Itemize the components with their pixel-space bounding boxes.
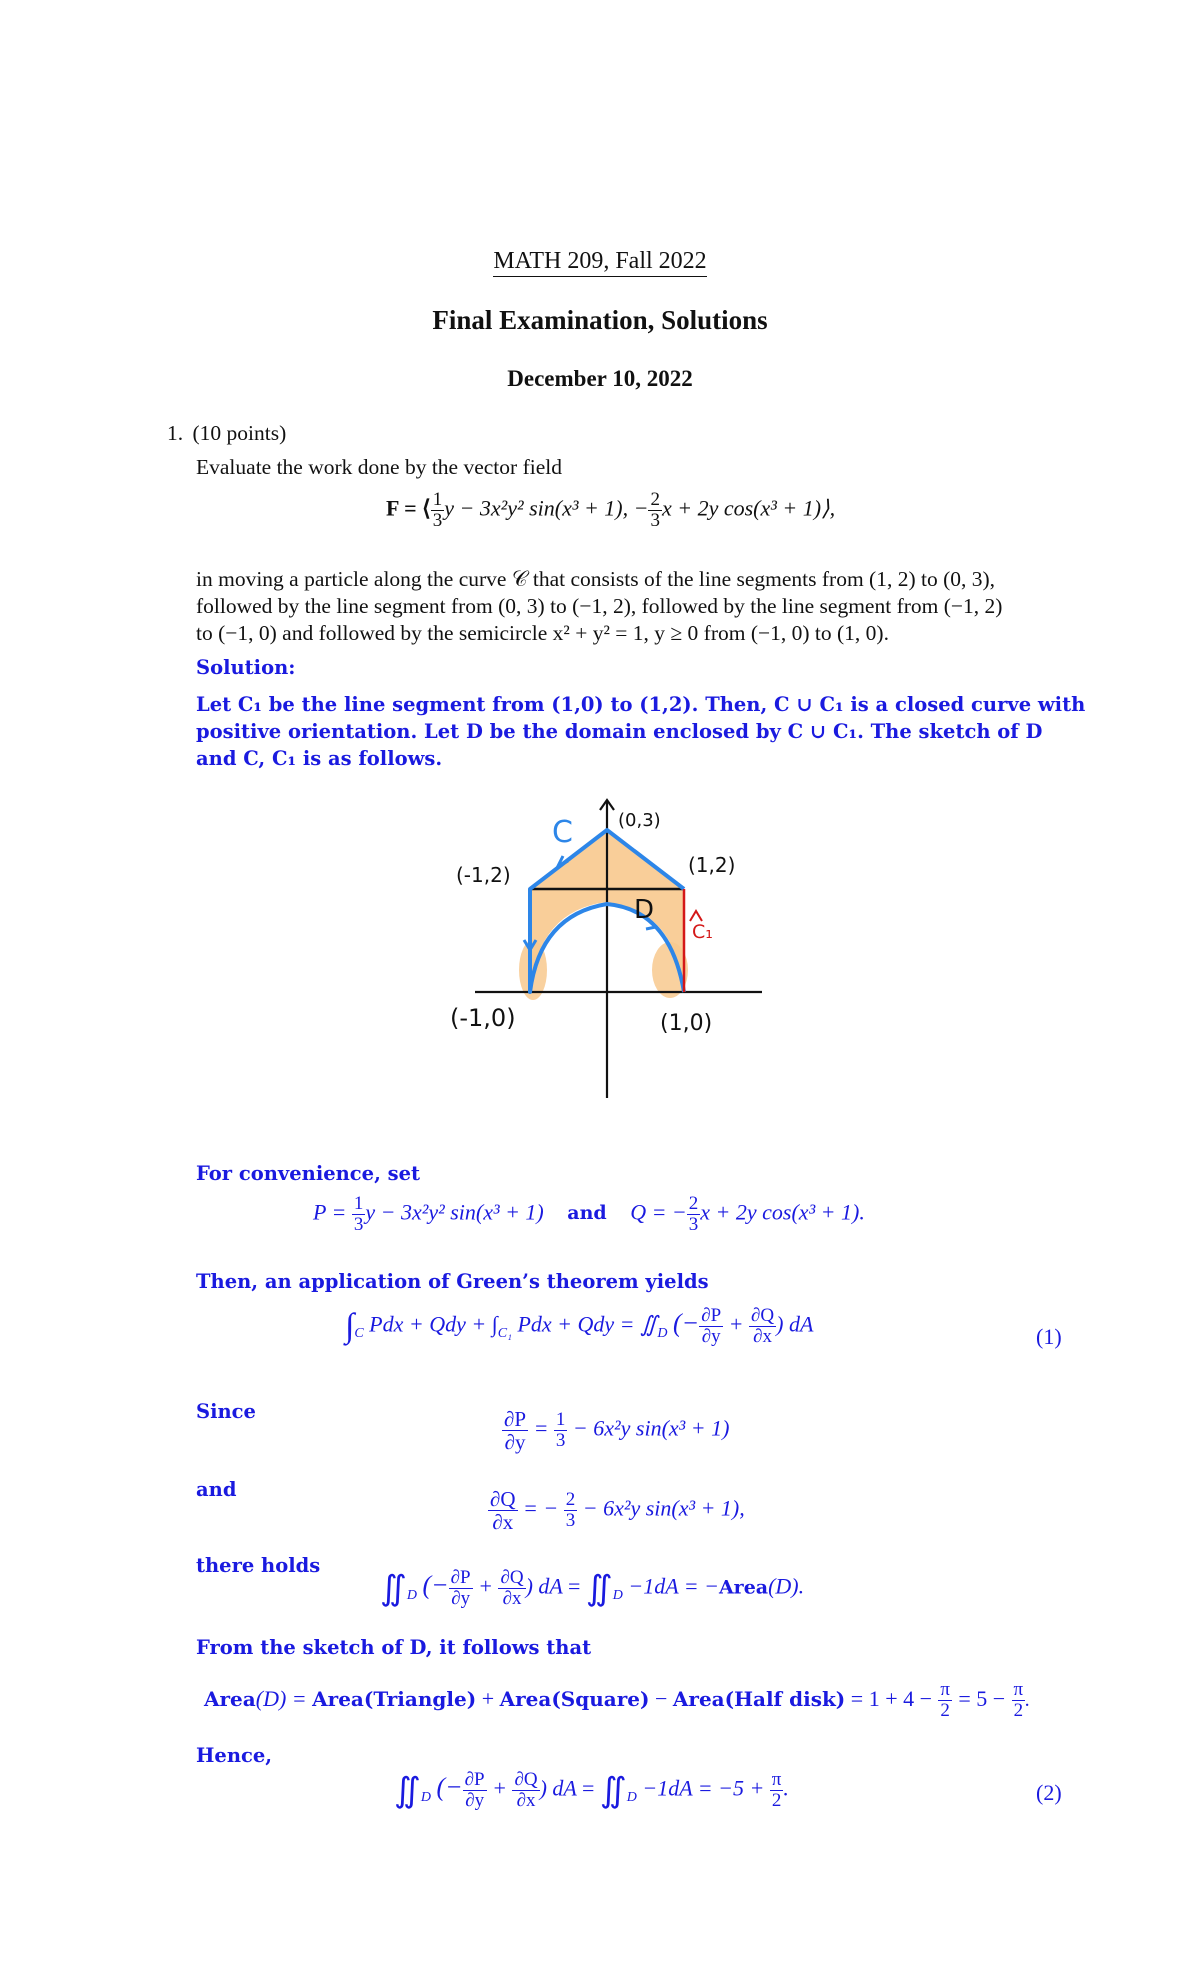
course-header — [0, 248, 1200, 275]
equation-2: $∬_D$ (− $\frac{\partial P}{\partial y}$ + $\frac{\partial Q}{\partial x}$ ) dA = $∬_D -1dA = -5$ + $\frac{\pi}{2}$ . — [394, 1769, 789, 1811]
area-eq2: = 5 − — [958, 1685, 1006, 1711]
dq-den: ∂x — [492, 1510, 514, 1535]
solution-line-2: positive orientation. Let D be the domain enclosed by C ∪ C₁. The sketch of D — [196, 720, 1043, 743]
eq1-plus: + — [728, 1311, 744, 1337]
field-frac-1 — [431, 490, 445, 531]
field-frac-1-den: 3 — [432, 509, 443, 531]
label-left-top: (-1,2) — [456, 863, 511, 887]
field-frac-2-den: 3 — [650, 509, 660, 531]
convenience-text: For convenience, set — [196, 1162, 421, 1185]
holds-plus: + — [478, 1573, 493, 1599]
equation-number-1: (1) — [1036, 1324, 1062, 1349]
dp-den: ∂y — [504, 1430, 526, 1455]
label-right-top: (1,2) — [688, 853, 736, 877]
area-two-2: 2 — [1013, 1699, 1024, 1721]
eq1-dy: ∂y — [701, 1325, 721, 1347]
field-frac-2-num: 2 — [650, 489, 660, 510]
eq2-pi-frac — [770, 1770, 784, 1811]
eq1-dp: ∂P — [701, 1305, 722, 1326]
holds-area: Area — [718, 1576, 769, 1599]
since-text: Since — [196, 1400, 256, 1423]
field-p-rest: y − 3x²y² sin(x³ + 1), − — [444, 495, 649, 521]
pq-definition — [313, 1194, 865, 1235]
eq2-sub: D — [420, 1789, 431, 1805]
holds-dx: ∂x — [502, 1587, 522, 1609]
holds-tail: ) dA — [525, 1573, 563, 1599]
eq1-frac-q — [749, 1306, 776, 1347]
dp-const-frac — [554, 1410, 568, 1451]
q-frac-num: 2 — [688, 1193, 699, 1214]
eq2-tail: ) dA — [539, 1775, 577, 1801]
eq2-period: . — [783, 1775, 789, 1801]
dq-rest: − 6x²y sin(x³ + 1), — [582, 1495, 745, 1521]
holds-dp: ∂P — [450, 1567, 471, 1588]
problem-description-2: followed by the line segment from (0, 3) to (−1, 2), followed by the line segment from (−1, 2) — [196, 594, 1003, 618]
and-word: and — [567, 1202, 607, 1225]
area-two-1: 2 — [940, 1699, 950, 1721]
eq2-paren-open: (− — [436, 1772, 463, 1802]
area-period: . — [1025, 1688, 1031, 1711]
eq1-sub-c1: C₁ — [497, 1325, 512, 1341]
partial-q-equation — [488, 1488, 745, 1533]
problem-intro: Evaluate the work done by the vector field — [196, 455, 562, 479]
eq1-frac-p — [699, 1306, 723, 1347]
area-pi-1: π — [940, 1679, 950, 1700]
q-frac-den: 3 — [688, 1213, 699, 1235]
eq2-frac-q — [512, 1770, 539, 1811]
area-square: Area(Square) — [499, 1686, 650, 1711]
eq2-int-2: ∬ — [599, 1772, 627, 1810]
label-d: D — [634, 895, 655, 925]
eq1-mid: Pdx + Qdy + ∫ — [369, 1311, 498, 1337]
eq2-int: ∬ — [394, 1772, 421, 1810]
greens-text: Then, an application of Green’s theorem yields — [196, 1270, 709, 1293]
eq2-dp: ∂P — [464, 1769, 485, 1790]
problem-description-1: in moving a particle along the curve 𝒞 that consists of the line segments from (1, 2) to (0, 3), — [196, 567, 996, 591]
c1-arrow — [690, 911, 702, 921]
eq2-two: 2 — [771, 1789, 782, 1811]
eq2-plus: + — [492, 1775, 507, 1801]
solution-line-1: Let C₁ be the line segment from (1,0) to (1,2). Then, C ∪ C₁ is a closed curve with — [196, 693, 1086, 716]
dp-num: ∂P — [504, 1407, 527, 1431]
label-c1: C₁ — [692, 921, 713, 943]
label-c: C — [552, 815, 573, 850]
area-half-disk: Area(Half disk) — [672, 1686, 846, 1711]
eq1-mid2: Pdx + Qdy = ∬ — [517, 1311, 658, 1337]
double-integral-equation: $∬_D$ (− $\frac{\partial P}{\partial y}$ + $\frac{\partial Q}{\partial x}$ ) dA = $∬_D -1dA$ = −Area(D). — [380, 1567, 805, 1609]
dp-const-num: 1 — [555, 1409, 566, 1431]
p-frac-num: 1 — [353, 1193, 364, 1214]
area-word: Area — [204, 1686, 256, 1711]
field-frac-2 — [648, 490, 662, 531]
p-lhs: P = — [313, 1199, 347, 1225]
page-title: Final Examination, Solutions — [432, 305, 768, 335]
field-q-rest: x + 2y cos(x³ + 1)⟩, — [661, 495, 836, 521]
and-text: and — [196, 1478, 237, 1501]
eq1-paren-open: (− — [673, 1308, 700, 1338]
dq-const-den: 3 — [565, 1510, 576, 1532]
problem-description-3: to (−1, 0) and followed by the semicircle x² + y² = 1, y ≥ 0 from (−1, 0) to (1, 0). — [196, 621, 889, 645]
q-rest: x + 2y cos(x³ + 1). — [700, 1199, 865, 1225]
holds-sub-2: D — [612, 1587, 623, 1603]
holds-end: (D). — [768, 1573, 805, 1599]
partial-p-equation — [502, 1408, 729, 1453]
vector-field-equation — [386, 490, 835, 531]
eq1-tail: ) dA — [776, 1311, 814, 1337]
p-rest: y − 3x²y² sin(x³ + 1) — [365, 1199, 544, 1225]
area-equation — [204, 1680, 1030, 1721]
dp-const-den: 3 — [555, 1430, 566, 1452]
from-sketch-text: From the sketch of D, it follows that — [196, 1636, 592, 1659]
q-lhs: Q = − — [630, 1199, 687, 1225]
eq1-sub-d: D — [657, 1325, 668, 1341]
eq2-rest: −1dA = −5 + — [642, 1775, 765, 1801]
domain-sketch — [430, 790, 780, 1110]
area-triangle: Area(Triangle) — [312, 1686, 477, 1711]
eq1-dx: ∂x — [753, 1325, 773, 1347]
eq1-int-c: ∫ — [345, 1307, 355, 1345]
area-plus: + — [476, 1685, 500, 1711]
eq2-frac-p — [463, 1770, 487, 1811]
holds-frac-p — [449, 1568, 473, 1609]
area-d: (D) = — [255, 1685, 313, 1711]
course-title: MATH 209, Fall 2022 — [493, 248, 706, 277]
problem-index: 1. — [167, 421, 184, 445]
eq2-dx: ∂x — [516, 1789, 536, 1811]
problem-number — [167, 420, 286, 447]
solution-heading: Solution: — [196, 656, 296, 679]
area-minus: − — [649, 1685, 673, 1711]
eq1-dq: ∂Q — [751, 1305, 775, 1326]
holds-rest: −1dA = − — [628, 1573, 719, 1599]
field-lhs: F = ⟨ — [386, 495, 431, 521]
label-top: (0,3) — [618, 810, 661, 831]
dq-eq: = − — [523, 1495, 559, 1521]
dp-frac — [502, 1408, 528, 1453]
eq2-sub-2: D — [626, 1789, 637, 1805]
dq-num: ∂Q — [490, 1487, 516, 1511]
holds-sub: D — [406, 1587, 417, 1603]
problem-points: (10 points) — [192, 421, 287, 445]
dp-eq: = — [533, 1415, 549, 1441]
holds-frac-q — [498, 1568, 525, 1609]
holds-paren-open: (− — [422, 1570, 449, 1600]
exam-date: December 10, 2022 — [507, 366, 693, 391]
equation-number-2: (2) — [1036, 1780, 1062, 1805]
there-holds-text: there holds — [196, 1554, 321, 1577]
hence-text: Hence, — [196, 1744, 273, 1767]
eq2-dy: ∂y — [465, 1789, 485, 1811]
label-right-bottom: (1,0) — [660, 1011, 713, 1036]
q-frac — [687, 1194, 701, 1235]
field-frac-1-num: 1 — [432, 489, 443, 510]
equation-1 — [345, 1306, 813, 1347]
area-pi-frac-2 — [1012, 1680, 1026, 1721]
area-eq: = 1 + 4 − — [845, 1685, 933, 1711]
dq-const-frac — [564, 1490, 578, 1531]
dp-rest: − 6x²y sin(x³ + 1) — [572, 1415, 730, 1441]
holds-dq: ∂Q — [500, 1567, 524, 1588]
holds-int-2: ∬ — [585, 1570, 613, 1608]
eq2-pi: π — [771, 1769, 782, 1790]
holds-int: ∬ — [380, 1570, 407, 1608]
p-frac-den: 3 — [353, 1213, 364, 1235]
label-left-bottom: (-1,0) — [450, 1004, 516, 1032]
eq2-dq: ∂Q — [514, 1769, 538, 1790]
solution-line-3: and C, C₁ is as follows. — [196, 747, 443, 770]
dq-const-num: 2 — [565, 1489, 576, 1511]
area-pi-frac-1 — [938, 1680, 952, 1721]
eq1-sub-c: C — [354, 1325, 364, 1341]
area-pi-2: π — [1013, 1679, 1024, 1700]
dq-frac — [488, 1488, 518, 1533]
p-frac — [352, 1194, 366, 1235]
holds-dy: ∂y — [451, 1587, 471, 1609]
